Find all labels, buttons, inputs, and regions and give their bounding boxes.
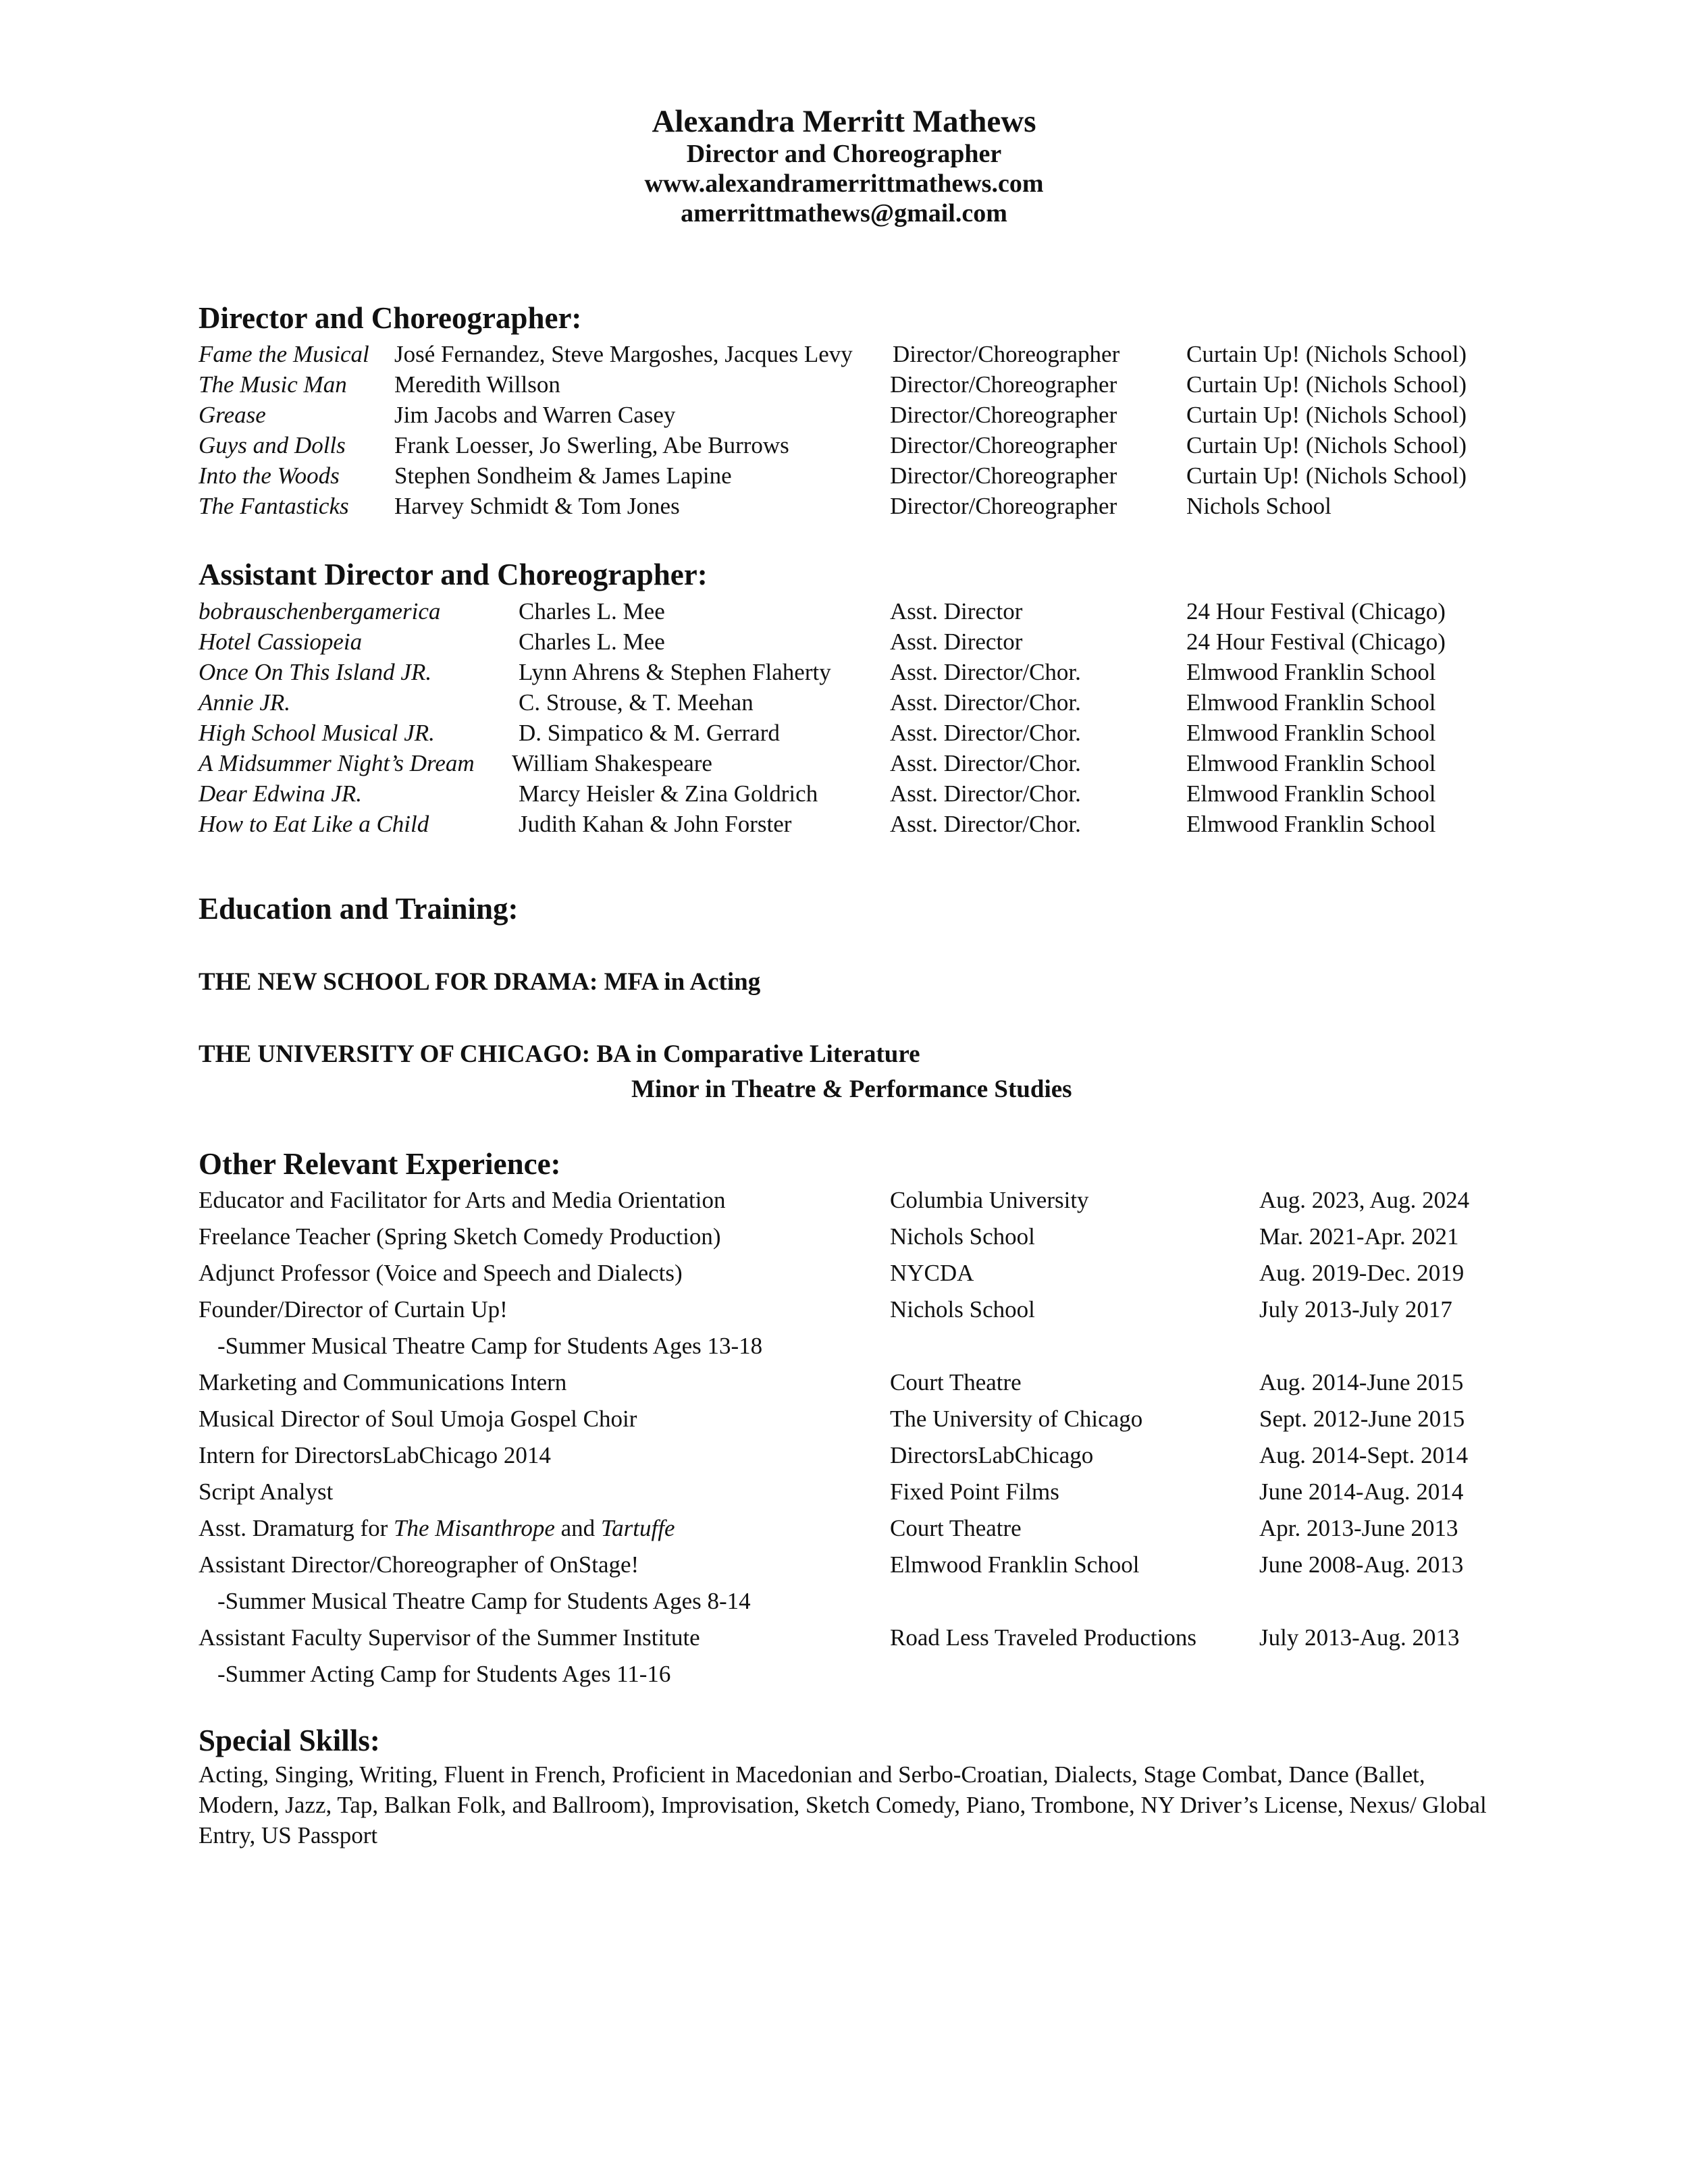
- resume-title: Director and Choreographer: [686, 140, 1002, 168]
- show-venue: Elmwood Franklin School: [1186, 720, 1436, 746]
- experience-dates: Sept. 2012-June 2015: [1259, 1406, 1465, 1432]
- experience-desc: Intern for DirectorsLabChicago 2014: [199, 1442, 551, 1468]
- experience-dates: Aug. 2014-Sept. 2014: [1259, 1442, 1469, 1468]
- skills-text: Acting, Singing, Writing, Fluent in French, Proficient in Macedonian and Serbo-Croatian, Dialects, Stage Combat, Dance (Ballet, Modern, Jazz, Tap, Balkan Folk, and Ballroom), Improvisation, Sketch Comedy, Piano, Trombone, NY Driver’s License, Nexus/ Global Entry, US Passport: [199, 1761, 1487, 1848]
- experience-row: [0, 1547, 1688, 1583]
- director-row: [0, 460, 1688, 491]
- website-link[interactable]: www.alexandramerrittmathews.com: [644, 169, 1044, 198]
- experience-dates: Mar. 2021-Apr. 2021: [1259, 1223, 1459, 1250]
- show-venue: Curtain Up! (Nichols School): [1186, 371, 1467, 398]
- experience-desc-and: and: [554, 1515, 601, 1541]
- resume-name: Alexandra Merritt Mathews: [652, 104, 1036, 139]
- experience-desc: Educator and Facilitator for Arts and Media Orientation: [199, 1187, 726, 1213]
- experience-dates: June 2014-Aug. 2014: [1259, 1479, 1464, 1505]
- experience-row: [0, 1291, 1688, 1328]
- experience-row: [0, 1437, 1688, 1474]
- experience-row: [0, 1620, 1688, 1656]
- show-venue: Elmwood Franklin School: [1186, 750, 1436, 776]
- show-venue: Curtain Up! (Nichols School): [1186, 432, 1467, 458]
- show-role: Asst. Director/Chor.: [890, 780, 1081, 807]
- show-authors: Marcy Heisler & Zina Goldrich: [519, 780, 818, 807]
- show-role: Director/Choreographer: [890, 371, 1117, 398]
- play-title-misanthrope: The Misanthrope: [394, 1515, 555, 1541]
- experience-row: [0, 1401, 1688, 1437]
- show-venue: Elmwood Franklin School: [1186, 659, 1436, 685]
- experience-desc: Musical Director of Soul Umoja Gospel Choir: [199, 1406, 637, 1432]
- show-authors: Judith Kahan & John Forster: [519, 811, 792, 837]
- show-venue: 24 Hour Festival (Chicago): [1186, 629, 1446, 655]
- show-role: Director/Choreographer: [890, 432, 1117, 458]
- experience-dates: July 2013-Aug. 2013: [1259, 1624, 1460, 1651]
- show-role: Asst. Director: [890, 629, 1023, 655]
- show-title: Annie JR.: [199, 689, 291, 716]
- experience-dates: June 2008-Aug. 2013: [1259, 1551, 1464, 1578]
- experience-row: [0, 1255, 1688, 1291]
- show-title: High School Musical JR.: [199, 720, 435, 746]
- experience-row: [0, 1474, 1688, 1510]
- experience-dates: Aug. 2023, Aug. 2024: [1259, 1187, 1470, 1213]
- show-title: Dear Edwina JR.: [199, 780, 363, 807]
- show-authors: William Shakespeare: [512, 750, 712, 776]
- show-venue: Curtain Up! (Nichols School): [1186, 341, 1467, 367]
- skills-heading: Special Skills:: [199, 1724, 380, 1757]
- show-authors: Meredith Willson: [394, 371, 560, 398]
- show-role: Asst. Director: [890, 598, 1023, 624]
- experience-row: [0, 1219, 1688, 1255]
- experience-place: Nichols School: [890, 1223, 1035, 1250]
- show-venue: Elmwood Franklin School: [1186, 780, 1436, 807]
- show-venue: Elmwood Franklin School: [1186, 689, 1436, 716]
- director-row: [0, 339, 1688, 369]
- show-authors: José Fernandez, Steve Margoshes, Jacques Levy: [394, 341, 853, 367]
- experience-desc: -Summer Musical Theatre Camp for Students Ages 8-14: [217, 1588, 751, 1614]
- show-venue: Nichols School: [1186, 493, 1331, 519]
- show-authors: Charles L. Mee: [519, 629, 665, 655]
- experience-place: Court Theatre: [890, 1515, 1022, 1541]
- director-heading: Director and Choreographer:: [199, 301, 582, 335]
- show-role: Director/Choreographer: [893, 341, 1120, 367]
- show-venue: Curtain Up! (Nichols School): [1186, 402, 1467, 428]
- assistant-row: [0, 809, 1688, 839]
- experience-heading: Other Relevant Experience:: [199, 1147, 561, 1181]
- show-title: The Fantasticks: [199, 493, 349, 519]
- education-heading: Education and Training:: [199, 892, 519, 926]
- show-title: How to Eat Like a Child: [199, 811, 429, 837]
- experience-place: Nichols School: [890, 1296, 1035, 1323]
- experience-subrow: [0, 1328, 1688, 1364]
- experience-desc-prefix: Asst. Dramaturg for: [199, 1515, 394, 1541]
- experience-dates: Aug. 2014-June 2015: [1259, 1369, 1464, 1395]
- show-role: Director/Choreographer: [890, 493, 1117, 519]
- experience-place: Road Less Traveled Productions: [890, 1624, 1197, 1651]
- show-title: Into the Woods: [199, 462, 340, 489]
- show-title: Fame the Musical: [199, 341, 369, 367]
- show-authors: Jim Jacobs and Warren Casey: [394, 402, 676, 428]
- show-role: Asst. Director/Chor.: [890, 750, 1081, 776]
- experience-place: Columbia University: [890, 1187, 1089, 1213]
- show-authors: C. Strouse, & T. Meehan: [519, 689, 754, 716]
- assistant-row: [0, 778, 1688, 809]
- director-row: [0, 491, 1688, 521]
- show-authors: D. Simpatico & M. Gerrard: [519, 720, 780, 746]
- experience-desc: Marketing and Communications Intern: [199, 1369, 567, 1395]
- experience-desc: Assistant Director/Choreographer of OnStage!: [199, 1551, 639, 1578]
- show-authors: Lynn Ahrens & Stephen Flaherty: [519, 659, 831, 685]
- assistant-row: [0, 748, 1688, 778]
- experience-dates: Aug. 2019-Dec. 2019: [1259, 1260, 1465, 1286]
- experience-dates: Apr. 2013-June 2013: [1259, 1515, 1458, 1541]
- show-authors: Stephen Sondheim & James Lapine: [394, 462, 732, 489]
- experience-desc: Founder/Director of Curtain Up!: [199, 1296, 508, 1323]
- experience-row: [0, 1364, 1688, 1401]
- experience-desc: -Summer Acting Camp for Students Ages 11-16: [217, 1661, 671, 1687]
- show-authors: Frank Loesser, Jo Swerling, Abe Burrows: [394, 432, 789, 458]
- email-link[interactable]: amerrittmathews@gmail.com: [681, 199, 1007, 228]
- show-role: Asst. Director/Chor.: [890, 720, 1081, 746]
- show-title: Guys and Dolls: [199, 432, 346, 458]
- experience-desc: [199, 1510, 675, 1547]
- assistant-row: [0, 657, 1688, 687]
- show-title: Once On This Island JR.: [199, 659, 432, 685]
- experience-desc: -Summer Musical Theatre Camp for Students Ages 13-18: [217, 1333, 763, 1359]
- show-title: Hotel Cassiopeia: [199, 629, 363, 655]
- experience-desc: Freelance Teacher (Spring Sketch Comedy Production): [199, 1223, 721, 1250]
- show-title: The Music Man: [199, 371, 347, 398]
- experience-desc: Script Analyst: [199, 1479, 334, 1505]
- director-row: [0, 369, 1688, 400]
- show-title: bobrauschenbergamerica: [199, 598, 441, 624]
- show-role: Director/Choreographer: [890, 402, 1117, 428]
- assistant-row: [0, 596, 1688, 627]
- education-uchicago-minor: Minor in Theatre & Performance Studies: [631, 1075, 1072, 1103]
- experience-row: [0, 1510, 1688, 1547]
- show-venue: Elmwood Franklin School: [1186, 811, 1436, 837]
- assistant-heading: Assistant Director and Choreographer:: [199, 558, 708, 591]
- play-title-tartuffe: Tartuffe: [600, 1515, 675, 1541]
- experience-subrow: [0, 1583, 1688, 1620]
- experience-place: Court Theatre: [890, 1369, 1022, 1395]
- show-title: A Midsummer Night’s Dream: [199, 750, 475, 776]
- experience-place: DirectorsLabChicago: [890, 1442, 1094, 1468]
- assistant-row: [0, 687, 1688, 718]
- show-role: Asst. Director/Chor.: [890, 689, 1081, 716]
- education-new-school: THE NEW SCHOOL FOR DRAMA: MFA in Acting: [199, 968, 761, 996]
- director-row: [0, 400, 1688, 430]
- experience-subrow: [0, 1656, 1688, 1693]
- show-venue: Curtain Up! (Nichols School): [1186, 462, 1467, 489]
- show-role: Asst. Director/Chor.: [890, 659, 1081, 685]
- experience-place: Fixed Point Films: [890, 1479, 1059, 1505]
- experience-place: Elmwood Franklin School: [890, 1551, 1140, 1578]
- show-venue: 24 Hour Festival (Chicago): [1186, 598, 1446, 624]
- director-row: [0, 430, 1688, 460]
- show-authors: Charles L. Mee: [519, 598, 665, 624]
- experience-dates: July 2013-July 2017: [1259, 1296, 1452, 1323]
- show-authors: Harvey Schmidt & Tom Jones: [394, 493, 680, 519]
- experience-desc: Assistant Faculty Supervisor of the Summer Institute: [199, 1624, 700, 1651]
- experience-row: [0, 1182, 1688, 1219]
- experience-place: The University of Chicago: [890, 1406, 1143, 1432]
- show-title: Grease: [199, 402, 266, 428]
- show-role: Director/Choreographer: [890, 462, 1117, 489]
- show-role: Asst. Director/Chor.: [890, 811, 1081, 837]
- assistant-row: [0, 627, 1688, 657]
- assistant-row: [0, 718, 1688, 748]
- education-uchicago: THE UNIVERSITY OF CHICAGO: BA in Comparative Literature: [199, 1040, 920, 1068]
- experience-desc: Adjunct Professor (Voice and Speech and Dialects): [199, 1260, 683, 1286]
- experience-place: NYCDA: [890, 1260, 974, 1286]
